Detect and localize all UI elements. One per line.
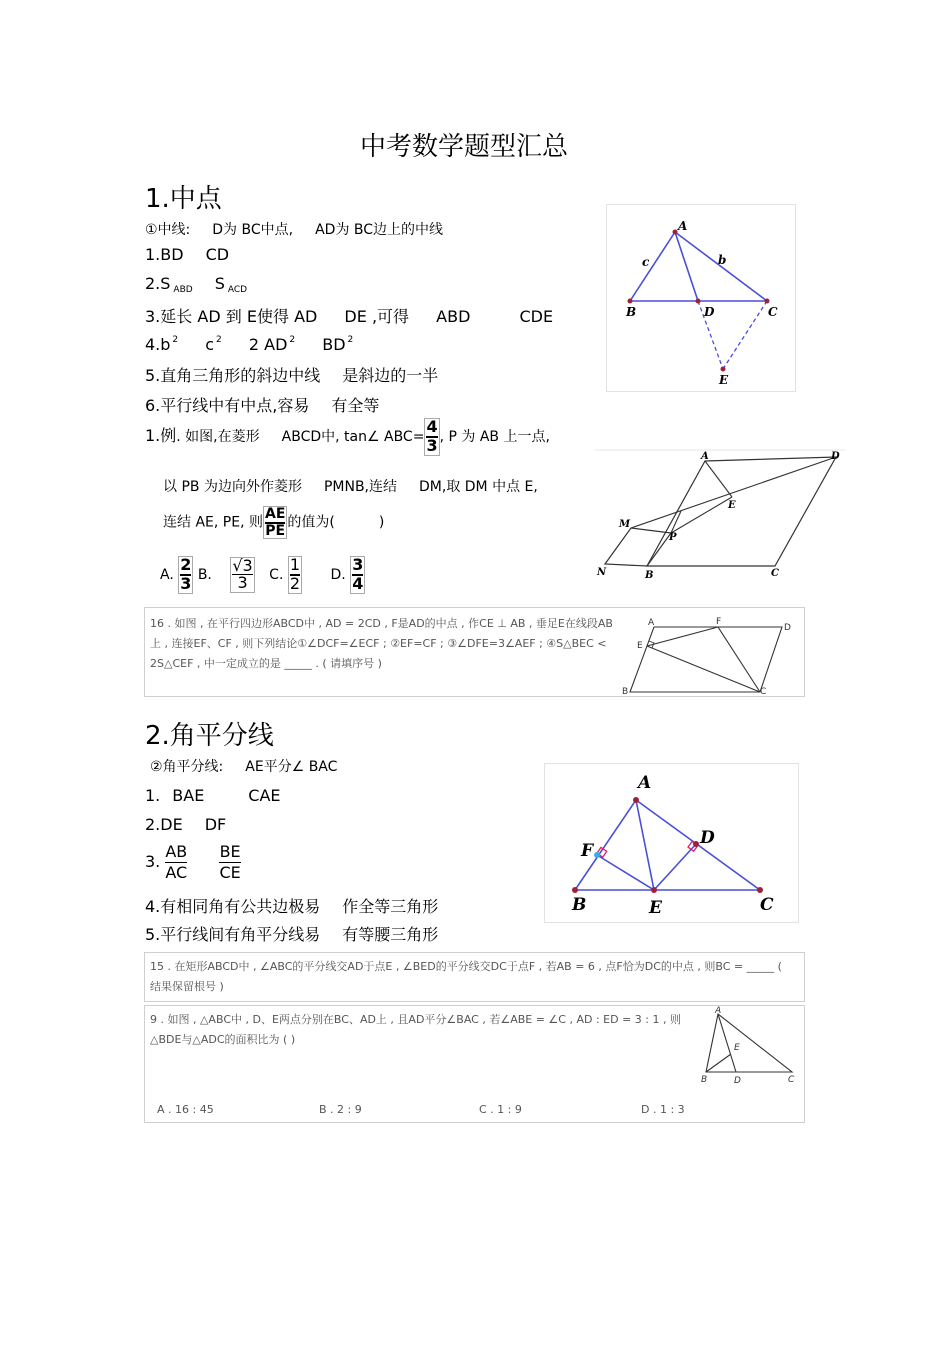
label-e: E — [719, 373, 729, 387]
text: 3. — [145, 852, 161, 871]
point-b — [628, 299, 633, 304]
numerator: 4 — [426, 417, 438, 436]
angle-bisector-figure — [544, 763, 799, 923]
point-f — [594, 852, 600, 858]
bisector-line-3 — [145, 842, 241, 883]
option-c-label: C. — [269, 566, 284, 583]
property-line-2 — [145, 274, 247, 295]
text: ②角平分线: — [150, 759, 224, 775]
label-a: A — [701, 451, 709, 462]
text: 以 PB 为边向外作菱形 — [163, 479, 302, 495]
question-9-text: 9 . 如图 , △ABC中 , D、E两点分别在BC、AD上 , 且AD平分∠BAC , 若∠ABE = ∠C , AD : ED = 3 : 1 , 则△BDE与△ADC的面积比为 ( ) — [150, 1013, 681, 1046]
example-options — [160, 556, 365, 594]
text: 2.S — [145, 274, 171, 293]
option-d-label: D. — [330, 566, 346, 583]
fraction-be-ce — [219, 842, 240, 883]
text: DE — [344, 307, 367, 326]
property-line-1 — [145, 245, 229, 264]
text: , P 为 AB 上一点, — [439, 428, 550, 445]
label-c: C — [760, 895, 774, 915]
label-d: D — [704, 305, 715, 319]
point-b — [572, 887, 578, 893]
property-line-3 — [145, 304, 553, 327]
text: DM 中点 — [464, 479, 521, 495]
numerator: 2 — [180, 555, 192, 574]
point-c — [757, 887, 763, 893]
bisector-ae — [636, 800, 654, 890]
property-line-6 — [145, 393, 379, 416]
question-15-card — [144, 952, 805, 1002]
label-b: B — [572, 895, 587, 915]
page-title: 中考数学题型汇总 — [360, 132, 569, 162]
superscript: 2 — [172, 335, 179, 345]
text: E — [246, 307, 257, 326]
median-ad — [675, 232, 698, 301]
point-d — [693, 841, 699, 847]
label-f: F — [581, 841, 594, 861]
label-b: B — [622, 687, 629, 694]
subscript: ACD — [227, 285, 248, 295]
text: PMNB,连结 — [323, 479, 398, 495]
median-triangle-figure — [606, 204, 796, 392]
numerator: √3 — [232, 555, 253, 575]
text: E, — [524, 479, 538, 495]
text: S — [214, 274, 225, 293]
text: 6.平行线中有中点,容易 — [145, 396, 310, 415]
label-c: C — [768, 305, 778, 319]
definition-angle-bisector — [150, 756, 337, 776]
segment-ef — [597, 855, 654, 890]
label-a: A — [678, 219, 688, 233]
label-c: C — [788, 1075, 795, 1085]
numerator: AE — [264, 506, 286, 522]
denominator: 3 — [180, 573, 192, 593]
parallelogram-figure — [620, 612, 800, 694]
label-n: N — [597, 567, 607, 578]
text: 1.例 — [145, 425, 177, 445]
example-line-2 — [163, 476, 538, 496]
label-m: M — [619, 519, 631, 530]
text: 有全等 — [331, 396, 380, 415]
bisector-line-5 — [145, 922, 438, 945]
label-e: E — [728, 500, 736, 511]
superscript: 2 — [347, 335, 354, 345]
label-d: D — [784, 623, 791, 633]
denominator: AC — [165, 863, 188, 882]
label-d: D — [734, 1076, 741, 1086]
text: BD — [322, 335, 346, 354]
subscript: ABD — [173, 285, 193, 295]
text: c — [205, 335, 215, 354]
definition-median — [145, 219, 443, 239]
option-a-label: A. — [160, 566, 174, 583]
text: CAE — [248, 786, 281, 805]
option-b-fraction — [230, 557, 254, 594]
text: ABD — [436, 307, 471, 326]
segment-cf — [718, 627, 760, 692]
example-line-1 — [145, 418, 550, 456]
label-c: C — [760, 687, 767, 694]
point-a — [633, 797, 639, 803]
label-a: A — [638, 773, 652, 793]
denominator: PE — [265, 522, 286, 539]
segment-ce — [647, 646, 760, 692]
q9-option-c: C . 1 : 9 — [479, 1103, 522, 1116]
label-side-b: b — [718, 253, 727, 267]
point-d — [696, 299, 701, 304]
text: AE平分∠ BAC — [245, 759, 338, 775]
text: tan∠ ABC= — [344, 428, 425, 445]
question-9-card — [144, 1005, 805, 1123]
label-side-c: c — [642, 255, 650, 269]
text: ,可得 — [371, 307, 410, 326]
label-e: E — [649, 898, 662, 918]
option-d-fraction — [350, 556, 365, 594]
option-c-fraction — [288, 556, 302, 594]
q9-option-d: D . 1 : 3 — [641, 1103, 685, 1116]
text: AE, — [195, 514, 219, 531]
fraction-ae-pe — [263, 506, 287, 539]
point-e — [721, 367, 726, 372]
text: 有等腰三角形 — [342, 925, 439, 944]
denominator: 2 — [289, 573, 301, 593]
label-a: A — [715, 1006, 722, 1016]
numerator: BE — [219, 842, 241, 861]
label-c: C — [771, 568, 779, 579]
question-16-card — [144, 607, 805, 697]
segment-be — [706, 1054, 731, 1072]
text: 到 — [225, 307, 242, 326]
label-b: B — [645, 570, 654, 581]
text: AD — [197, 307, 221, 326]
label-d: D — [831, 451, 840, 462]
label-a: A — [648, 618, 655, 628]
label-b: B — [626, 305, 637, 319]
point-c — [765, 299, 770, 304]
text: 1. — [145, 786, 161, 805]
text: AD为 BC边上的中线 — [315, 222, 444, 238]
numerator: 3 — [352, 555, 364, 574]
point-e — [651, 887, 657, 893]
text: 则 — [248, 514, 263, 531]
numerator: 1 — [289, 555, 301, 574]
text: CD — [205, 245, 230, 264]
text: 是斜边的一半 — [342, 366, 439, 385]
rhombus-figure — [595, 448, 845, 582]
text: 作全等三角形 — [342, 897, 439, 916]
label-e: E — [734, 1043, 740, 1053]
text: DM,取 — [419, 479, 461, 495]
segment-ed — [654, 844, 696, 890]
label-p: P — [669, 532, 677, 543]
segment-ce — [723, 301, 767, 369]
example-line-3 — [163, 506, 384, 539]
text: 使得 — [256, 307, 289, 326]
superscript: 2 — [289, 335, 296, 345]
parallelogram-abcd — [630, 627, 782, 692]
label-f: F — [716, 617, 722, 627]
property-line-5 — [145, 363, 438, 386]
segment-pe — [671, 497, 732, 533]
numerator: AB — [165, 842, 188, 861]
denominator: CE — [219, 863, 241, 882]
text: ①中线: — [145, 222, 191, 238]
bisector-line-1 — [145, 786, 281, 805]
q9-option-a: A . 16 : 45 — [157, 1103, 214, 1116]
denominator: 3 — [237, 573, 248, 593]
section-heading-angle-bisector: 2.角平分线 — [145, 721, 274, 751]
text: DF — [204, 815, 227, 834]
side-ab — [630, 232, 675, 301]
question-16-text: 16 . 如图 , 在平行四边形ABCD中 , AD = 2CD , F是AD的中点 , 作CE ⊥ AB , 垂足E在线段AB上 , 连接EF、CF , 则下列结论①∠DCF=∠ECF ; ②EF=CF ; ③∠DFE=3∠AEF ; ④S△BEC < 2S△CEF , 中一定成立的是 _____ . ( 请填序号 ) — [150, 617, 613, 670]
text: 2.DE — [145, 815, 183, 834]
label-d: D — [700, 828, 715, 848]
denominator: 4 — [352, 573, 364, 593]
text: 3.延长 — [145, 307, 193, 326]
fraction-ab-ac — [165, 842, 187, 883]
text: PE, — [222, 514, 245, 531]
text: 连结 — [163, 514, 191, 531]
option-b-label: B. — [197, 566, 212, 583]
label-b: B — [701, 1075, 708, 1085]
fraction-4-3 — [424, 418, 439, 456]
bisector-line-2 — [145, 815, 226, 834]
text: AD — [294, 307, 318, 326]
superscript: 2 — [216, 335, 222, 345]
label-e: E — [637, 641, 643, 651]
denominator: 3 — [426, 435, 438, 455]
text: 5.直角三角形的斜边中线 — [145, 366, 321, 385]
point-a — [673, 230, 678, 235]
segment-ae — [705, 461, 732, 497]
q9-option-b: B . 2 : 9 — [319, 1103, 362, 1116]
section-heading-midpoint: 1.中点 — [145, 184, 222, 214]
text: 4.有相同角有公共边极易 — [145, 897, 321, 916]
text: 1.BD — [145, 245, 184, 264]
bisector-line-4 — [145, 894, 438, 917]
text: . 如图,在菱形 — [176, 428, 260, 445]
segment-ef — [647, 627, 718, 646]
triangle-abc-figure — [700, 1006, 800, 1086]
text: 2 AD — [248, 335, 288, 354]
question-15-text: 15 . 在矩形ABCD中 , ∠ABC的平分线交AD于点E , ∠BED的平分线交DC于点F , 若AB = 6 , 点F恰为DC的中点 , 则BC = _____ ( 结果保留根号 ) — [150, 960, 782, 993]
text: 的值为( — [287, 514, 335, 531]
text: 5.平行线间有角平分线易 — [145, 925, 321, 944]
text: ) — [378, 514, 385, 531]
option-a-fraction — [178, 556, 193, 594]
text: 4.b — [145, 335, 171, 354]
rhombus-abcd — [647, 457, 836, 566]
segment-dm — [631, 457, 836, 528]
text: CDE — [519, 307, 554, 326]
text: D为 BC中点, — [212, 222, 294, 238]
rhombus-pmnb — [605, 528, 671, 566]
text: BAE — [172, 786, 205, 805]
property-line-4 — [145, 335, 353, 354]
text: ABCD中, — [281, 428, 340, 445]
